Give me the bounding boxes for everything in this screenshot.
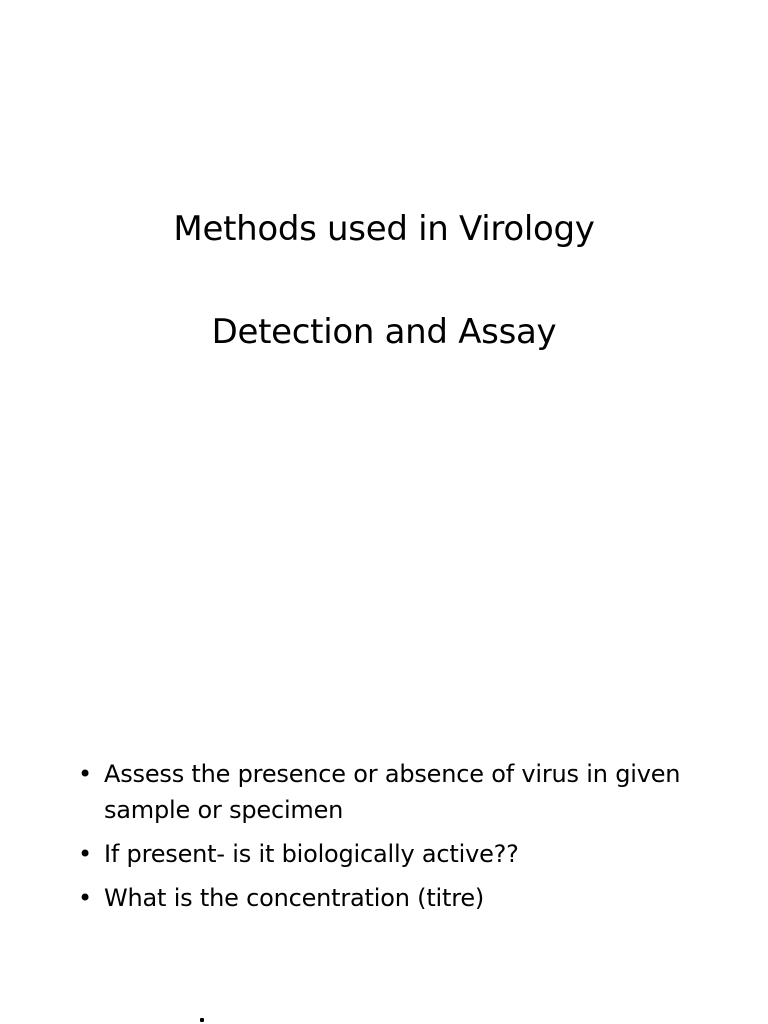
cut-off-mark: [200, 1018, 204, 1022]
title-spacer: [0, 253, 768, 308]
bullet-icon: •: [78, 760, 92, 788]
list-item: [78, 880, 718, 916]
bullet-icon: •: [78, 884, 92, 912]
slide-title: [0, 205, 768, 356]
bullet-text: Assess the presence or absence of virus in given sample or specimen: [104, 760, 681, 824]
list-item: [78, 756, 718, 828]
bullet-text: What is the concentration (titre): [104, 884, 485, 912]
list-item: [78, 836, 718, 872]
bullet-icon: •: [78, 840, 92, 868]
bullet-list: [78, 756, 718, 924]
bullet-text: If present- is it biologically active??: [104, 840, 519, 868]
title-line-2: Detection and Assay: [211, 312, 557, 352]
title-line-1: Methods used in Virology: [173, 209, 595, 249]
